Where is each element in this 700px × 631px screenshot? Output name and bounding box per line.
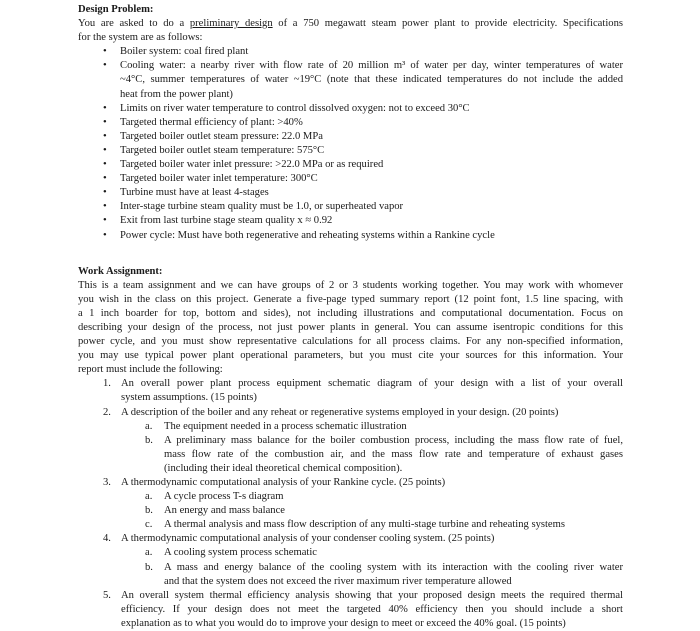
bullet-icon: •: [103, 215, 107, 227]
numbered-item: [78, 476, 623, 490]
bullet-item: [78, 158, 623, 172]
text-line: Targeted boiler outlet steam pressure: 22.0 MPa: [120, 130, 323, 142]
bullet-item: [78, 45, 623, 59]
bullet-item: [78, 214, 623, 228]
work-assignment-heading: Work Assignment:: [78, 265, 163, 277]
text-line: A mass and energy balance of the cooling system with its interaction with the cooling river water: [164, 561, 623, 573]
sub-item-letter: b.: [145, 561, 153, 573]
bullet-icon: •: [103, 46, 107, 58]
specification-list: [78, 45, 623, 242]
text-line: mass flow rate of the combustion air, and the mass flow rate and temperature of exhaust gases: [164, 448, 623, 460]
bullet-item: [78, 116, 623, 130]
item-number: 1.: [103, 378, 111, 390]
text-line: Targeted boiler water inlet pressure: >22.0 MPa or as required: [120, 159, 384, 171]
text-line: Inter-stage turbine steam quality must be 1.0, or superheated vapor: [120, 201, 404, 213]
bullet-icon: •: [103, 187, 107, 199]
bullet-item: [78, 59, 623, 101]
text-line: The equipment needed in a process schematic illustration: [164, 420, 407, 432]
sub-item: [78, 504, 623, 518]
text-line: Power cycle: Must have both regenerative and reheating systems within a Rankine cycle: [120, 229, 495, 241]
text-line: A cycle process T-s diagram: [164, 491, 284, 503]
text-line: for the system are as follows:: [78, 32, 203, 44]
bullet-icon: •: [103, 229, 107, 241]
sub-item: [78, 546, 623, 560]
bullet-item: [78, 200, 623, 214]
sub-item: [78, 561, 623, 589]
text-line: An overall system thermal efficiency analysis showing that your proposed design meets the required thermal: [121, 589, 623, 601]
text-line: efficiency. If your design does not meet the targeted 40% efficiency then you should include a short: [121, 603, 623, 615]
text-line: ~4°C, summer temperatures of water ~19°C (note that these indicated temperatures do not include the added: [120, 74, 623, 86]
item-number: 3.: [103, 477, 111, 488]
sub-item-letter: c.: [145, 519, 153, 531]
text-line: report must include the following:: [78, 364, 223, 376]
bullet-item: [78, 229, 623, 243]
text-line: Boiler system: coal fired plant: [120, 46, 249, 58]
bullet-icon: •: [103, 201, 107, 213]
bullet-item: [78, 144, 623, 158]
text-line: power cycle, and you must show representative calculations for all process claims. For any non-specified information,: [78, 336, 623, 348]
text-line: An overall power plant process equipment schematic diagram of your design with a list of your overall: [121, 378, 623, 390]
document-page: [78, 3, 623, 631]
item-number: 4.: [103, 533, 111, 545]
bullet-item: [78, 130, 623, 144]
requirements-list: [78, 377, 623, 631]
bullet-item: [78, 186, 623, 200]
text-line: This is a team assignment and we can have groups of 2 or 3 students working together. You may work with whomever: [78, 279, 623, 291]
sub-item-letter: b.: [145, 505, 153, 517]
text-line: A thermodynamic computational analysis of your condenser cooling system. (25 points): [121, 533, 495, 545]
text-line: you may use typical power plant operational parameters, but you must cite your sources for this information. Your: [78, 350, 623, 362]
numbered-item: [78, 532, 623, 546]
bullet-icon: •: [103, 102, 107, 114]
text-line: A thermal analysis and mass flow description of any multi-stage turbine and reheating systems: [164, 519, 565, 531]
sub-item-letter: a.: [145, 420, 153, 432]
bullet-icon: •: [103, 116, 107, 128]
work-assignment-intro: [78, 279, 623, 378]
sub-item: [78, 420, 623, 434]
sub-item-letter: a.: [145, 491, 153, 503]
sub-item-letter: a.: [145, 547, 153, 559]
text-line: A thermodynamic computational analysis of your Rankine cycle. (25 points): [121, 477, 446, 488]
text-line: An energy and mass balance: [164, 505, 286, 517]
design-problem-heading: Design Problem:: [78, 4, 154, 15]
bullet-icon: •: [103, 173, 107, 185]
bullet-icon: •: [103, 159, 107, 171]
sub-item: [78, 434, 623, 476]
bullet-icon: •: [103, 60, 107, 72]
text-line: (including their ideal theoretical chemical composition).: [164, 462, 403, 474]
text-line: Exit from last turbine stage steam quality x ≈ 0.92: [120, 215, 333, 227]
bullet-icon: •: [103, 144, 107, 156]
text-line: Turbine must have at least 4-stages: [120, 187, 269, 199]
text-line: Targeted boiler outlet steam temperature: 575°C: [120, 144, 325, 156]
item-number: 5.: [103, 589, 111, 601]
numbered-item: [78, 377, 623, 405]
bullet-icon: •: [103, 130, 107, 142]
item-number: 2.: [103, 406, 111, 418]
text-line: A preliminary mass balance for the boiler combustion process, including the mass flow rate of fuel,: [164, 434, 623, 446]
text-line: heat from the power plant): [120, 88, 233, 100]
numbered-item: [78, 406, 623, 420]
sub-item: [78, 518, 623, 532]
numbered-item: [78, 589, 623, 631]
text-line: you wish in the class on this project. Generate a five-page typed summary report (12 point font, 1.5 line spacing, with: [78, 293, 623, 305]
sub-item-letter: b.: [145, 434, 153, 446]
sub-item: [78, 490, 623, 504]
bullet-item: [78, 172, 623, 186]
text-line: describing your design of the process, not just power plants in general. You can assume isentropic conditions for this: [78, 321, 623, 333]
text-line: a 1 inch boarder for top, bottom and sides), not including illustrations and computational documentation. Focus on: [78, 307, 623, 319]
design-problem-intro-line: [78, 17, 623, 31]
text-line: system assumptions. (15 points): [121, 392, 257, 404]
design-problem-intro: [78, 31, 623, 45]
intro-text: of a 750 megawatt steam power plant to provide electricity. Specifications: [272, 18, 623, 30]
text-line: A description of the boiler and any reheat or regenerative systems employed in your design. (20 points): [121, 406, 559, 418]
text-line: Targeted thermal efficiency of plant: >40%: [120, 116, 303, 128]
text-line: A cooling system process schematic: [164, 547, 317, 559]
text-line: and that the system does not exceed the river maximum river temperature allowed: [164, 575, 512, 587]
text-line: Targeted boiler water inlet temperature: 300°C: [120, 173, 318, 185]
bullet-item: [78, 102, 623, 116]
text-line: Limits on river water temperature to control dissolved oxygen: not to exceed 30°C: [120, 102, 470, 114]
underlined-phrase: preliminary design: [189, 18, 273, 30]
intro-text: You are asked to do a: [78, 18, 190, 30]
text-line: Cooling water: a nearby river with flow rate of 20 million m³ of water per day, winter temperatures of water: [120, 60, 623, 72]
text-line: explanation as to what you would do to improve your design to meet or exceed the 40% goal. (15 points): [121, 617, 566, 629]
